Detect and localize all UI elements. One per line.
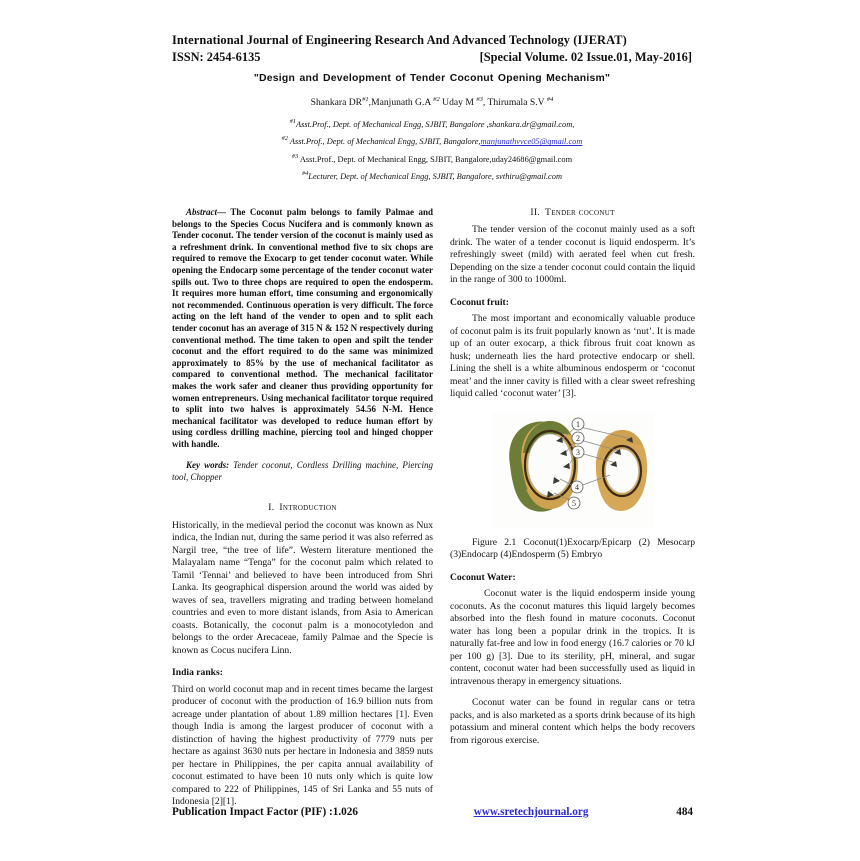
issn-volume-row (172, 50, 692, 65)
abstract-paragraph (172, 207, 433, 450)
keywords-text: Tender coconut, Cordless Drilling machine, Piercing tool, Chopper (172, 460, 434, 483)
svg-text:3: 3 (575, 447, 580, 457)
paper-title: "Design and Development of Tender Coconut Opening Mechanism" (253, 73, 611, 84)
right-coconut (595, 429, 646, 510)
journal-title: International Journal of Engineering Research And Advanced Technology (IJERAT) (172, 33, 627, 47)
section-heading-tender-coconut (450, 207, 695, 218)
section-1-number: I. (268, 501, 275, 513)
section-heading-introduction (172, 502, 433, 513)
affiliation-2-marker: #2 (281, 135, 288, 143)
coconut-water-paragraph-2: Coconut water can be found in regular cans or tetra packs, and is also marketed as a sports drink because of its high potassium and mineral content which helps the body recovers from rigorous exercise. (450, 697, 695, 746)
page-footer (172, 806, 693, 818)
section-2-number: II. (530, 207, 541, 218)
journal-website-link[interactable]: www.sretechjournal.org (473, 806, 589, 818)
keywords-label: Key words: (186, 460, 230, 471)
author-3-marker: #3 (476, 96, 483, 103)
affiliation-2 (172, 132, 692, 149)
affiliation-2-text: Asst.Prof., Dept. of Mechanical Engg, SJBIT, Bangalore, (287, 137, 481, 147)
affiliation-3 (172, 150, 692, 167)
author-3-name: Uday M (439, 97, 477, 109)
coconut-cross-section-diagram (492, 413, 654, 527)
affiliation-1-text: Asst.Prof., Dept. of Mechanical Engg, SJBIT, Bangalore ,shankara.dr@gmail.com, (295, 119, 575, 129)
affiliation-2-email-link[interactable]: manjunathvvce05@gmail.com (480, 137, 583, 147)
subheading-coconut-fruit: Coconut fruit: (450, 296, 509, 308)
affiliation-4 (172, 167, 692, 184)
affiliation-3-text: Asst.Prof., Dept. of Mechanical Engg, SJBIT, Bangalore,uday24686@gmail.com (298, 154, 573, 164)
figure-2-1-wrapper (450, 413, 695, 527)
keywords-paragraph (172, 460, 433, 483)
svg-text:2: 2 (575, 433, 580, 443)
author-2-name: ,Manjunath G.A (368, 97, 434, 109)
volume-issue-text: [Special Volume. 02 Issue.01, May-2016] (479, 50, 692, 64)
affiliation-4-marker: #4 (301, 170, 309, 178)
issn-text: ISSN: 2454-6135 (172, 50, 261, 64)
svg-text:1: 1 (575, 419, 580, 429)
introduction-paragraph: Historically, in the medieval period the coconut was known as Nux indica, the Indian nut, during the same period it was also referred as Nargil tree, “the tree of life”. Western literature mentioned the Malayalam name “Tenga” for the coconut palm which related to Tamil ‘Tennai’ and believed to have been introduced from Shri Lanka. Its geographical dispersion around the world was aided by waves of sea, travellers migrating and trading between homeland countries and even to more distant islands, from Asia to American coasts. Botanically, the coconut palm is a monocotyledon and belongs to the order Arecaceae, family Palmae and the Specie is known as Cocus nucifera Linn. (172, 519, 433, 656)
right-column (450, 207, 695, 747)
figure-2-1-image (492, 413, 654, 527)
left-column (172, 207, 433, 809)
section-1-title: Introduction (279, 501, 337, 513)
author-2-marker: #2 (433, 96, 440, 103)
impact-factor-text: Publication Impact Factor (PIF) :1.026 (172, 806, 358, 818)
author-4-marker: #4 (546, 96, 554, 103)
svg-text:4: 4 (574, 482, 579, 492)
coconut-fruit-paragraph: The most important and economically valuable produce of coconut palm is its fruit popularly known as ‘nut’. It is made up of an outer exocarp, a thick fibrous fruit coat known as husk; underneath lies the hard protective endocarp or shell. Lining the shell is a white albuminous endosperm or ‘coconut meat’ and the inner cavity is filled with a clear sweet refreshing liquid called ‘coconut water’ [3]. (450, 313, 695, 399)
abstract-text: The Coconut palm belongs to family Palmae and belongs to the Species Cocus Nucifera and is commonly known as Tender coconut. The tender version of the coconut is mainly used as a refreshment drink. In conventional method five to six chops are required to remove the Exocarp to get tender coconut water. While opening the Endocarp some percentage of the tender coconut water spills out. Two to three chops are required to open the endosperm. It requires more human effort, time consuming and ergonomically not recommended. Continuous operation is very difficult. The force acting on the left hand of the vender to open and to split each tender coconut has an average of 315 N & 152 N respectively during conventional method. The time taken to open and spilt the tender coconut and the effort required to do the same was minimized approximately to 85% by the use of mechanical facilitator as compared to conventional method. The mechanical facilitator makes the work safer and cleaner thus providing opportunity for women entrepreneurs. Using mechanical facilitator torque required to split into two halves is approximately 54.56 N-M. Hence mechanical facilitator was developed to reduce human effort by using cordless drilling machine, piercing tool and hinged chopper with handle. (172, 207, 433, 449)
page-header (172, 33, 692, 184)
svg-text:5: 5 (571, 498, 576, 508)
tender-coconut-paragraph: The tender version of the coconut mainly used as a soft drink. The water of a tender coconut is liquid endosperm. It’s refreshingly sweet (mild) with aerated feel when cut fresh. Depending on the size a tender coconut could contain the liquid in the range of 300 to 1000ml. (450, 224, 695, 285)
subheading-india-ranks: India ranks: (172, 667, 223, 679)
author-1-marker: #1 (362, 96, 369, 103)
section-2-title: Tender coconut (545, 207, 615, 218)
figure-2-1-caption: Figure 2.1 Coconut(1)Exocarp/Epicarp (2) Mesocarp (3)Endocarp (4)Endosperm (5) Embryo (450, 536, 695, 560)
abstract-label: Abstract— (186, 207, 227, 217)
affiliation-4-text: Lecturer, Dept. of Mechanical Engg, SJBIT, Bangalore, svthiru@gmail.com (308, 171, 562, 181)
india-ranks-paragraph: Third on world coconut map and in recent times became the largest producer of coconut with the production of 16.9 billion nuts from acreage under plantation of about 1.89 million hectares [1]. Even though India is among the largest producer of coconut with a distinction of having the highest productivity of 7779 nuts per hectare as against 3630 nuts per hectare in Indonesia and 3859 nuts per hectare in Philippines, the per capita annual availability of coconut estimated to have been 10 nuts only which is quite low compared to 222 of Philippines, 145 of Sri Lanka and 55 nuts of Indonesia [2][1]. (172, 683, 433, 808)
author-1-name: Shankara DR (310, 97, 363, 109)
author-list (172, 93, 692, 109)
coconut-water-paragraph-1: Coconut water is the liquid endosperm inside young coconuts. As the coconut matures this liquid largely becomes absorbed into the flesh found in mature coconuts. Coconut water has long been a popular drink in the tropics. It is naturally fat-free and low in food energy (16.7 calories or 70 kJ per 100 g) [3]. Due to its sterility, pH, mineral, and sugar content, coconut water had been successfully used as liquid in intravenous therapy in emergency situations. (450, 588, 695, 687)
affiliation-1 (172, 115, 692, 132)
subheading-coconut-water: Coconut Water: (450, 571, 516, 583)
page-number: 484 (676, 806, 693, 818)
body-columns (0, 207, 860, 808)
author-4-name: , Thirumala S.V (482, 97, 547, 109)
affiliation-1-marker: #1 (289, 118, 296, 126)
affiliation-3-marker: #3 (291, 152, 299, 160)
